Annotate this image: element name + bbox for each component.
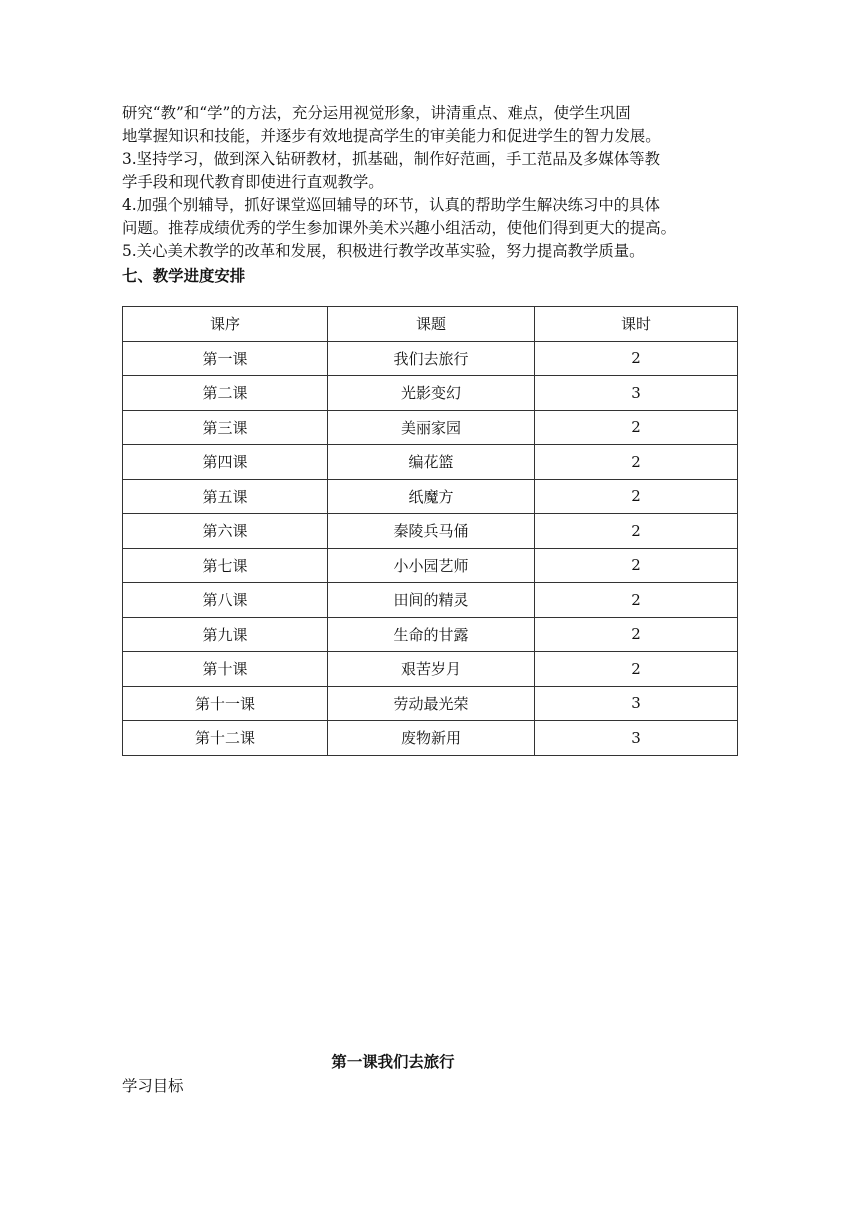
lesson-topic: 秦陵兵马俑 xyxy=(328,514,535,549)
lesson-topic: 废物新用 xyxy=(328,721,535,756)
lesson-number: 第八课 xyxy=(123,583,328,618)
lesson-topic: 光影变幻 xyxy=(328,376,535,411)
section-heading: 七、教学进度安排 xyxy=(122,267,246,285)
lesson-hours: 2 xyxy=(535,445,738,480)
table-row xyxy=(123,548,738,583)
lesson-hours: 3 xyxy=(535,721,738,756)
lesson-topic: 劳动最光荣 xyxy=(328,686,535,721)
lesson-topic: 小小园艺师 xyxy=(328,548,535,583)
table-row xyxy=(123,652,738,687)
teaching-measures-paragraph xyxy=(122,102,742,263)
lesson-topic: 生命的甘露 xyxy=(328,617,535,652)
table-header-row xyxy=(123,307,738,342)
lesson-hours: 3 xyxy=(535,686,738,721)
table-row xyxy=(123,514,738,549)
lesson-hours: 2 xyxy=(535,341,738,376)
lesson-hours: 2 xyxy=(535,652,738,687)
table-row xyxy=(123,445,738,480)
table-row xyxy=(123,376,738,411)
lesson-hours: 2 xyxy=(535,583,738,618)
paragraph-line: 5.关心美术教学的改革和发展，积极进行教学改革实验，努力提高教学质量。 xyxy=(122,242,645,260)
table-row xyxy=(123,479,738,514)
lesson-topic: 编花篮 xyxy=(328,445,535,480)
table-row xyxy=(123,617,738,652)
lesson-topic: 纸魔方 xyxy=(328,479,535,514)
header-cell: 课时 xyxy=(535,307,738,342)
table-row xyxy=(123,721,738,756)
table-row xyxy=(123,583,738,618)
lesson-hours: 3 xyxy=(535,376,738,411)
lesson-topic: 艰苦岁月 xyxy=(328,652,535,687)
header-cell: 课题 xyxy=(328,307,535,342)
paragraph-line: 4.加强个别辅导，抓好课堂巡回辅导的环节，认真的帮助学生解决练习中的具体 xyxy=(122,196,660,214)
lesson-title: 第一课我们去旅行 xyxy=(331,1053,455,1071)
lesson-number: 第六课 xyxy=(123,514,328,549)
lesson-topic: 美丽家园 xyxy=(328,410,535,445)
lesson-number: 第一课 xyxy=(123,341,328,376)
paragraph-line: 问题。推荐成绩优秀的学生参加课外美术兴趣小组活动，使他们得到更大的提高。 xyxy=(122,219,677,237)
lesson-number: 第十一课 xyxy=(123,686,328,721)
lesson-hours: 2 xyxy=(535,479,738,514)
paragraph-line: 地掌握知识和技能，并逐步有效地提高学生的审美能力和促进学生的智力发展。 xyxy=(122,127,661,145)
lesson-number: 第四课 xyxy=(123,445,328,480)
lesson-hours: 2 xyxy=(535,617,738,652)
lesson-hours: 2 xyxy=(535,410,738,445)
paragraph-line: 研究“教”和“学”的方法，充分运用视觉形象，讲清重点、难点，使学生巩固 xyxy=(122,104,631,122)
lesson-number: 第十二课 xyxy=(123,721,328,756)
table-row xyxy=(123,686,738,721)
lesson-topic: 我们去旅行 xyxy=(328,341,535,376)
paragraph-line: 学手段和现代教育即使进行直观教学。 xyxy=(122,173,384,191)
lesson-number: 第三课 xyxy=(123,410,328,445)
lesson-number: 第九课 xyxy=(123,617,328,652)
header-cell: 课序 xyxy=(123,307,328,342)
lesson-topic: 田间的精灵 xyxy=(328,583,535,618)
lesson-hours: 2 xyxy=(535,548,738,583)
schedule-table xyxy=(122,306,738,756)
learning-goals-heading: 学习目标 xyxy=(122,1077,184,1095)
lesson-number: 第十课 xyxy=(123,652,328,687)
table-row xyxy=(123,410,738,445)
paragraph-line: 3.坚持学习，做到深入钻研教材，抓基础，制作好范画，手工范品及多媒体等教 xyxy=(122,150,660,168)
lesson-number: 第七课 xyxy=(123,548,328,583)
lesson-number: 第五课 xyxy=(123,479,328,514)
lesson-number: 第二课 xyxy=(123,376,328,411)
table-row xyxy=(123,341,738,376)
lesson-hours: 2 xyxy=(535,514,738,549)
